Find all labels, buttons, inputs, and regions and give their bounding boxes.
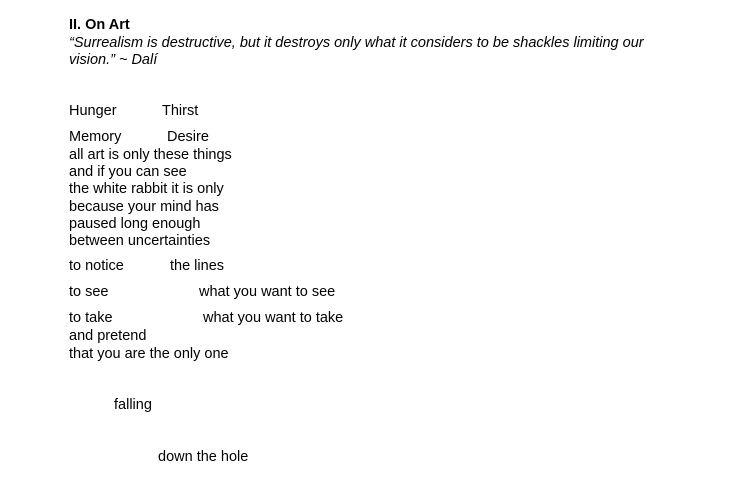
poem-and-pretend: and pretend [69,328,147,344]
poem-to-take: to take [69,310,113,326]
poem-what-you-want-to-see: what you want to see [199,284,336,300]
poem-word-hunger: Hunger [69,103,117,119]
poem-the-lines: the lines [170,258,225,274]
poem-line: between uncertainties [69,233,211,249]
poem-only-one: that you are the only one [69,346,229,362]
poem-line: and if you can see [69,164,187,180]
poem-line: all art is only these things [69,147,232,163]
poem-line: paused long enough [69,216,201,232]
poem-line: the white rabbit it is only [69,181,224,197]
poem-what-you-want-to-take: what you want to take [203,310,344,326]
poem-to-notice: to notice [69,258,124,274]
poem-down-the-hole: down the hole [158,449,249,465]
poem-word-memory: Memory [69,129,122,145]
poem-to-see: to see [69,284,109,300]
poem-word-thirst: Thirst [162,103,199,119]
epigraph: “Surrealism is destructive, but it destroys only what it considers to be shackles limiting our vision.” ~ Dalí [69,35,644,68]
section-title: II. On Art [69,17,130,33]
poem-falling: falling [114,397,152,413]
poem-word-desire: Desire [167,129,209,145]
poem-line: because your mind has [69,199,219,215]
